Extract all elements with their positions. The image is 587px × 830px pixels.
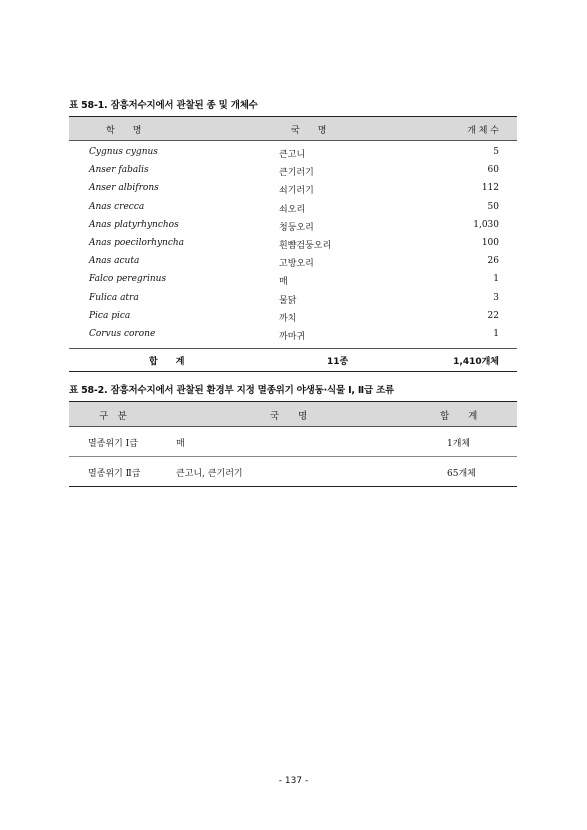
table-row <box>69 199 517 217</box>
count-cell: 100 <box>481 237 499 248</box>
table-row <box>69 144 517 162</box>
korean-name-cell: 쇠오리 <box>279 204 306 215</box>
count-cell: 22 <box>487 310 499 321</box>
table-row <box>69 326 517 344</box>
header-korean-name: 국 명 <box>291 126 327 136</box>
count-cell: 60 <box>487 165 499 176</box>
korean-name-cell: 까마귀 <box>279 331 306 342</box>
table-row <box>69 427 517 457</box>
count-cell: 112 <box>481 183 499 194</box>
scientific-name-cell: Pica pica <box>89 310 131 321</box>
scientific-name-cell: Cygnus cygnus <box>89 147 158 157</box>
korean-name-cell: 고방오리 <box>279 259 314 270</box>
page-number: - 137 - <box>278 776 309 786</box>
count-cell: 26 <box>487 256 499 267</box>
total-cell: 65개체 <box>447 469 476 479</box>
korean-name-cell: 까치 <box>279 313 297 324</box>
scientific-name-cell: Corvus corone <box>89 328 156 339</box>
table-row <box>69 253 517 271</box>
korean-name-cell: 큰고니 <box>279 150 306 160</box>
scientific-name-cell: Anser albifrons <box>89 183 159 194</box>
species-total-row <box>69 348 517 372</box>
header-class: 구 분 <box>99 411 127 422</box>
name-cell: 큰고니, 큰기러기 <box>176 469 243 479</box>
scientific-name-cell: Anas platyrhynchos <box>89 219 179 230</box>
table2-caption: 표 58-2. 잠흥저수지에서 관찰된 환경부 지정 멸종위기 야생동·식물 Ⅰ, Ⅱ급 조류 <box>69 385 395 396</box>
scientific-name-cell: Anas crecca <box>89 201 145 212</box>
scientific-name-cell: Falco peregrinus <box>89 274 167 285</box>
table-row <box>69 290 517 308</box>
total-species: 11종 <box>327 357 349 368</box>
count-cell: 3 <box>493 292 499 303</box>
endangered-rows <box>69 427 517 487</box>
korean-name-cell: 매 <box>279 277 288 288</box>
count-cell: 50 <box>487 201 499 212</box>
count-cell: 1,030 <box>473 219 499 230</box>
class-cell: 멸종위기 Ⅰ급 <box>88 439 138 449</box>
total-cell: 1개체 <box>447 439 471 449</box>
species-rows <box>69 141 517 348</box>
name-cell: 매 <box>176 439 185 449</box>
total-count: 1,410개체 <box>453 357 499 368</box>
table-row <box>69 308 517 326</box>
species-table <box>69 116 517 372</box>
table-row <box>69 235 517 253</box>
scientific-name-cell: Anser fabalis <box>89 165 149 176</box>
table-row <box>69 217 517 235</box>
header-total: 합 계 <box>440 411 478 422</box>
total-label: 합 계 <box>149 357 185 368</box>
count-cell: 1 <box>493 274 499 285</box>
table-row <box>69 457 517 487</box>
korean-name-cell: 흰뺨검둥오리 <box>279 240 332 251</box>
count-cell: 1 <box>493 328 499 339</box>
korean-name-cell: 물닭 <box>279 295 297 306</box>
species-table-header <box>69 116 517 141</box>
table-row <box>69 180 517 198</box>
scientific-name-cell: Anas acuta <box>89 256 140 267</box>
table-row <box>69 162 517 180</box>
table-row <box>69 271 517 289</box>
scientific-name-cell: Anas poecilorhyncha <box>89 237 185 248</box>
endangered-table-header <box>69 401 517 427</box>
header-scientific-name: 학 명 <box>106 126 142 136</box>
header-name: 국 명 <box>270 411 308 422</box>
scientific-name-cell: Fulica atra <box>89 292 139 303</box>
count-cell: 5 <box>493 147 499 157</box>
korean-name-cell: 청둥오리 <box>279 222 314 233</box>
class-cell: 멸종위기 Ⅱ급 <box>88 469 141 479</box>
korean-name-cell: 쇠기러기 <box>279 186 314 197</box>
table1-caption: 표 58-1. 잠흥저수지에서 관찰된 종 및 개체수 <box>69 100 258 111</box>
header-count: 개 체 수 <box>467 126 499 136</box>
endangered-table <box>69 401 517 487</box>
korean-name-cell: 큰기러기 <box>279 168 314 179</box>
